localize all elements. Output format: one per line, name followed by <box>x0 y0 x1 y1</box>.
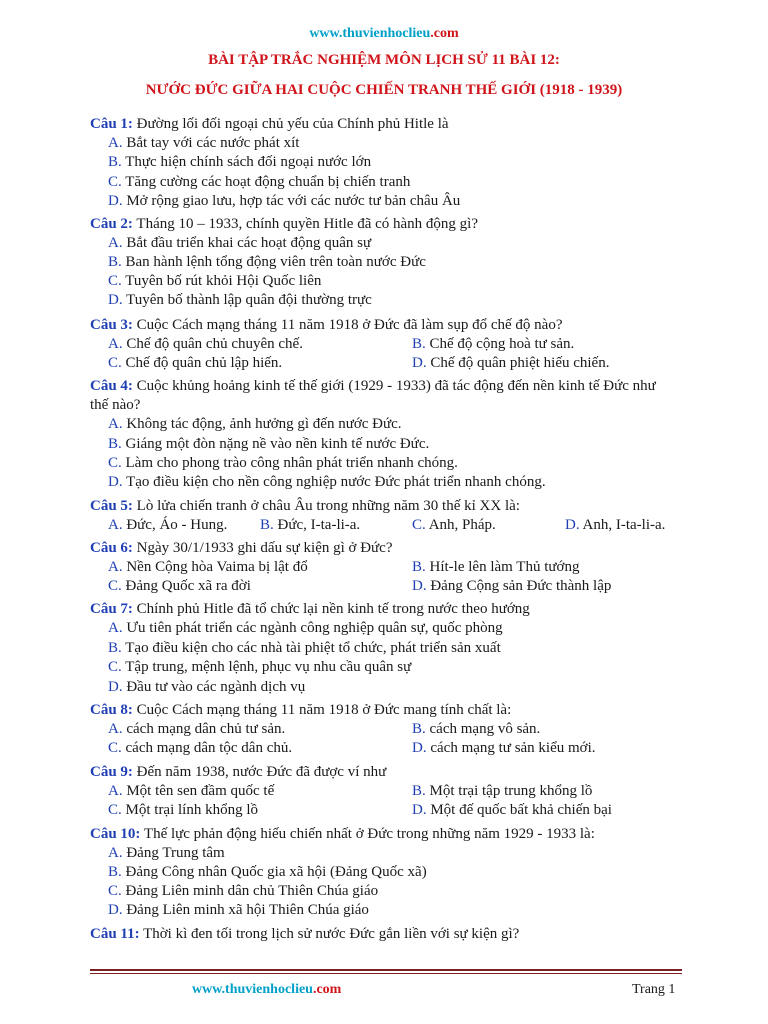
option: C. Làm cho phong trào công nhân phát triển nhanh chóng. <box>108 455 458 471</box>
option: A. cách mạng dân chủ tư sản. <box>108 721 286 737</box>
footer-rule <box>90 969 682 971</box>
option: A. Một tên sen đầm quốc tế <box>108 783 275 799</box>
option: A. Nền Cộng hòa Vaima bị lật đổ <box>108 559 308 575</box>
option: D. Đảng Cộng sản Đức thành lập <box>412 578 612 594</box>
option: A. Đức, Áo - Hung. <box>108 517 228 533</box>
option: D. Mở rộng giao lưu, hợp tác với các nước tư bản châu Âu <box>108 193 461 209</box>
question-label: Câu 9: <box>90 764 133 780</box>
question-label: Câu 4: <box>90 378 133 394</box>
question-label: Câu 8: <box>90 702 133 718</box>
question-text: Thế lực phản động hiếu chiến nhất ở Đức trong những năm 1929 - 1933 là: <box>143 826 595 842</box>
option: D. Đảng Liên minh xã hội Thiên Chúa giáo <box>108 902 369 918</box>
option: B. Đảng Công nhân Quốc gia xã hội (Đảng Quốc xã) <box>108 864 427 880</box>
option: A. Không tác động, ảnh hưởng gì đến nước Đức. <box>108 416 402 432</box>
footer-site-suffix: .com <box>312 982 342 997</box>
option: A. Chế độ quân chủ chuyên chế. <box>108 336 303 352</box>
option: C. Đảng Liên minh dân chủ Thiên Chúa giáo <box>108 883 379 899</box>
question-label: Câu 6: <box>90 540 133 556</box>
question-1 <box>90 115 690 134</box>
option: C. Tập trung, mệnh lệnh, phục vụ nhu cầu quân sự <box>108 659 412 675</box>
footer-rule-thin <box>90 973 682 974</box>
option: D. Tạo điều kiện cho nền công nghiệp nước Đức phát triển nhanh chóng. <box>108 474 546 490</box>
question-text: Chính phủ Hitle đã tổ chức lại nền kinh tế trong nước theo hướng <box>136 601 530 617</box>
question-7 <box>90 600 690 619</box>
page-number: Trang 1 <box>632 982 676 997</box>
question-text: Đến năm 1938, nước Đức đã được ví như <box>136 764 387 780</box>
question-text: Thời kì đen tối trong lịch sử nước Đức gắn liền với sự kiện gì? <box>143 926 520 942</box>
question-label: Câu 10: <box>90 826 141 842</box>
header-site-link[interactable] <box>0 26 768 42</box>
option: A. Ưu tiên phát triển các ngành công nghiệp quân sự, quốc phòng <box>108 620 503 636</box>
question-text: Tháng 10 – 1933, chính quyền Hitle đã có hành động gì? <box>136 216 479 232</box>
question-text: Cuộc Cách mạng tháng 11 năm 1918 ở Đức đã làm sụp đổ chế độ nào? <box>136 317 563 333</box>
option: D. Đầu tư vào các ngành dịch vụ <box>108 679 306 695</box>
question-text: Ngày 30/1/1933 ghi dấu sự kiện gì ở Đức? <box>136 540 393 556</box>
option: B. cách mạng vô sản. <box>412 721 541 737</box>
option: D. cách mạng tư sản kiểu mới. <box>412 740 596 756</box>
question-8 <box>90 701 690 720</box>
option: A. Đảng Trung tâm <box>108 845 225 861</box>
question-text-continued: thế nào? <box>90 397 141 413</box>
option: B. Ban hành lệnh tổng động viên trên toàn nước Đức <box>108 254 426 270</box>
option: B. Tạo điều kiện cho các nhà tài phiệt tổ chức, phát triển sản xuất <box>108 640 501 656</box>
question-5 <box>90 497 690 516</box>
option: C. Đảng Quốc xã ra đời <box>108 578 251 594</box>
question-label: Câu 11: <box>90 926 140 942</box>
option: B. Thực hiện chính sách đối ngoại nước lớn <box>108 154 372 170</box>
header-site-suffix: .com <box>430 26 459 41</box>
question-4 <box>90 377 690 396</box>
question-text: Đường lối đối ngoại chủ yếu của Chính phủ Hitle là <box>136 116 449 132</box>
option: B. Hít-le lên làm Thủ tướng <box>412 559 580 575</box>
option: C. Tuyên bố rút khỏi Hội Quốc liên <box>108 273 322 289</box>
question-2 <box>90 215 690 234</box>
question-11 <box>90 925 690 944</box>
question-text: Cuộc khủng hoảng kinh tế thế giới (1929 - 1933) đã tác động đến nền kinh tế Đức như <box>136 378 656 394</box>
question-label: Câu 3: <box>90 317 133 333</box>
document-subtitle: NƯỚC ĐỨC GIỮA HAI CUỘC CHIẾN TRANH THẾ GIỚI (1918 - 1939) <box>145 82 623 98</box>
footer-site-link[interactable] <box>192 982 341 998</box>
option: B. Một trại tập trung khổng lồ <box>412 783 593 799</box>
question-label: Câu 1: <box>90 116 133 132</box>
question-label: Câu 7: <box>90 601 133 617</box>
option: B. Giáng một đòn nặng nề vào nền kinh tế nước Đức. <box>108 436 430 452</box>
option: C. Một trại lính khổng lồ <box>108 802 259 818</box>
question-6 <box>90 539 690 558</box>
question-text: Cuộc Cách mạng tháng 11 năm 1918 ở Đức mang tính chất là: <box>136 702 512 718</box>
option: D. Một đế quốc bất khả chiến bại <box>412 802 612 818</box>
question-text: Lò lửa chiến tranh ở châu Âu trong những năm 30 thế kỉ XX là: <box>136 498 520 514</box>
option: C. Anh, Pháp. <box>412 517 496 533</box>
option: C. Chế độ quân chủ lập hiến. <box>108 355 283 371</box>
option: D. Chế độ quân phiệt hiếu chiến. <box>412 355 610 371</box>
document-title: BÀI TẬP TRẮC NGHIỆM MÔN LỊCH SỬ 11 BÀI 12: <box>208 52 560 68</box>
option: B. Chế độ cộng hoà tư sản. <box>412 336 575 352</box>
option: B. Đức, I-ta-li-a. <box>260 517 361 533</box>
option: C. cách mạng dân tộc dân chủ. <box>108 740 293 756</box>
option: D. Anh, I-ta-li-a. <box>565 517 666 533</box>
option: A. Bắt đầu triển khai các hoạt động quân sự <box>108 235 372 251</box>
option: D. Tuyên bố thành lập quân đội thường trực <box>108 292 372 308</box>
question-label: Câu 5: <box>90 498 133 514</box>
question-3 <box>90 316 690 335</box>
question-9 <box>90 763 690 782</box>
option: A. Bắt tay với các nước phát xít <box>108 135 300 151</box>
question-10 <box>90 825 690 844</box>
header-site-prefix: www.thuvienhoclieu <box>309 26 431 41</box>
option: C. Tăng cường các hoạt động chuẩn bị chiến tranh <box>108 174 411 190</box>
question-label: Câu 2: <box>90 216 133 232</box>
footer-site-prefix: www.thuvienhoclieu <box>192 982 313 997</box>
